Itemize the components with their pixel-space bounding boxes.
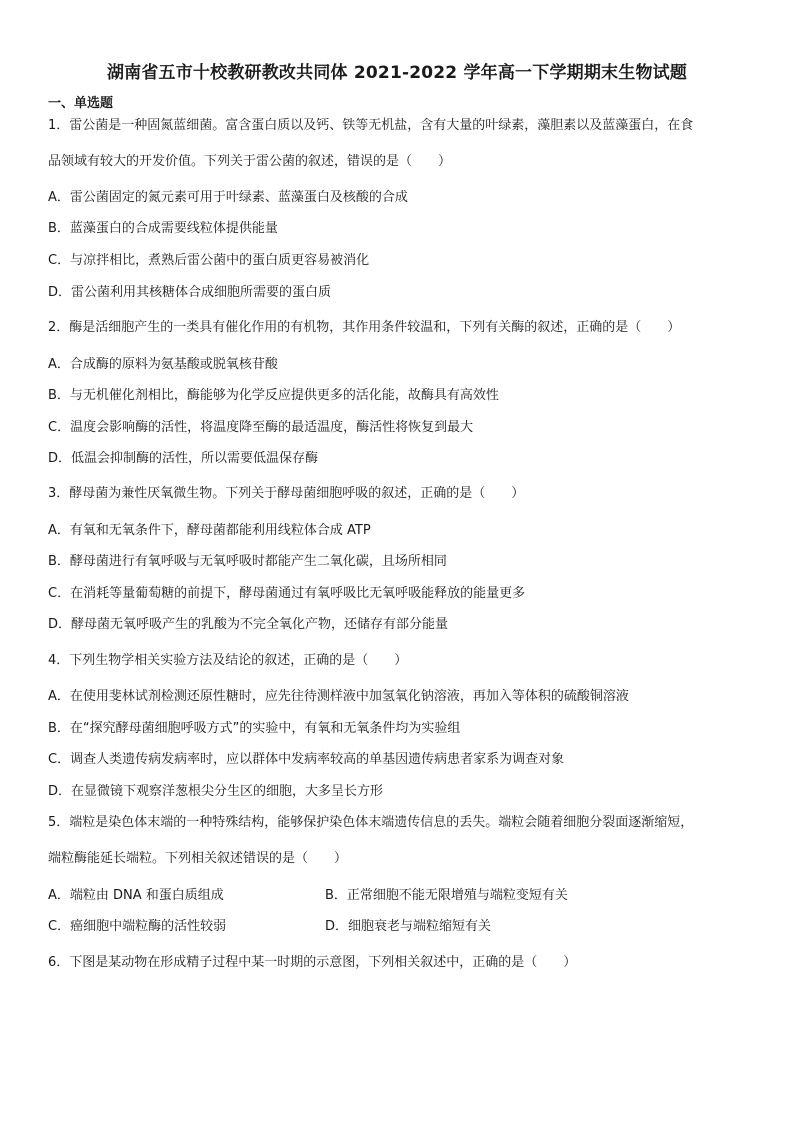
question-1-option-d: D．雷公菌利用其核糖体合成细胞所需要的蛋白质 [48,285,332,300]
question-1-stem-line-1: 1．雷公菌是一种固氮蓝细菌。富含蛋白质以及钙、铁等无机盐，含有大量的叶绿素，藻胆素以及蓝藻蛋白，在食 [48,118,694,133]
question-4-stem: 4．下列生物学相关实验方法及结论的叙述，正确的是（ ） [48,653,408,668]
question-2-option-c: C．温度会影响酶的活性，将温度降至酶的最适温度，酶活性将恢复到最大 [48,420,474,435]
section-heading: 一、单选题 [48,96,114,111]
question-5-option-d: D．细胞衰老与端粒缩短有关 [325,919,492,934]
question-1-option-a: A．雷公菌固定的氮元素可用于叶绿素、蓝藻蛋白及核酸的合成 [48,190,408,205]
question-5-option-b: B．正常细胞不能无限增殖与端粒变短有关 [325,888,568,903]
question-4-option-b: B．在“探究酵母菌细胞呼吸方式”的实验中，有氧和无氧条件均为实验组 [48,721,461,736]
question-5-stem-line-1: 5．端粒是染色体末端的一种特殊结构，能够保护染色体末端遗传信息的丢失。端粒会随着细胞分裂面逐渐缩短， [48,815,694,830]
question-3-option-a: A．有氧和无氧条件下，酵母菌都能利用线粒体合成 ATP [48,523,371,538]
question-5-option-c: C．癌细胞中端粒酶的活性较弱 [48,919,227,934]
question-3-stem: 3．酵母菌为兼性厌氧微生物。下列关于酵母菌细胞呼吸的叙述，正确的是（ ） [48,486,525,501]
question-1-stem-line-2: 品领域有较大的开发价值。下列关于雷公菌的叙述，错误的是（ ） [48,154,452,169]
question-3-option-d: D．酵母菌无氧呼吸产生的乳酸为不完全氧化产物，还储存有部分能量 [48,617,449,632]
question-4-option-d: D．在显微镜下观察洋葱根尖分生区的细胞，大多呈长方形 [48,784,384,799]
question-4-option-c: C．调查人类遗传病发病率时，应以群体中发病率较高的单基因遗传病患者家系为调查对象 [48,752,565,767]
page-title: 湖南省五市十校教研教改共同体 2021-2022 学年高一下学期期末生物试题 [106,63,688,83]
question-4-option-a: A．在使用斐林试剂检测还原性糖时，应先往待测样液中加氢氧化钠溶液，再加入等体积的硫酸铜溶液 [48,689,629,704]
question-2-stem: 2．酶是活细胞产生的一类具有催化作用的有机物，其作用条件较温和，下列有关酶的叙述，正确的是（ ） [48,320,681,335]
question-2-option-d: D．低温会抑制酶的活性，所以需要低温保存酶 [48,451,319,466]
question-1-option-c: C．与凉拌相比，煮熟后雷公菌中的蛋白质更容易被消化 [48,253,370,268]
question-2-option-b: B．与无机催化剂相比，酶能够为化学反应提供更多的活化能，故酶具有高效性 [48,388,499,403]
question-3-option-c: C．在消耗等量葡萄糖的前提下，酵母菌通过有氧呼吸比无氧呼吸能释放的能量更多 [48,586,526,601]
question-1-option-b: B．蓝藻蛋白的合成需要线粒体提供能量 [48,221,278,236]
question-3-option-b: B．酵母菌进行有氧呼吸与无氧呼吸时都能产生二氧化碳，且场所相同 [48,554,447,569]
question-5-option-a: A．端粒由 DNA 和蛋白质组成 [48,888,224,903]
question-6-stem: 6．下图是某动物在形成精子过程中某一时期的示意图，下列相关叙述中，正确的是（ ） [48,955,577,970]
question-2-option-a: A．合成酶的原料为氨基酸或脱氧核苷酸 [48,357,278,372]
question-5-stem-line-2: 端粒酶能延长端粒。下列相关叙述错误的是（ ） [48,851,348,866]
